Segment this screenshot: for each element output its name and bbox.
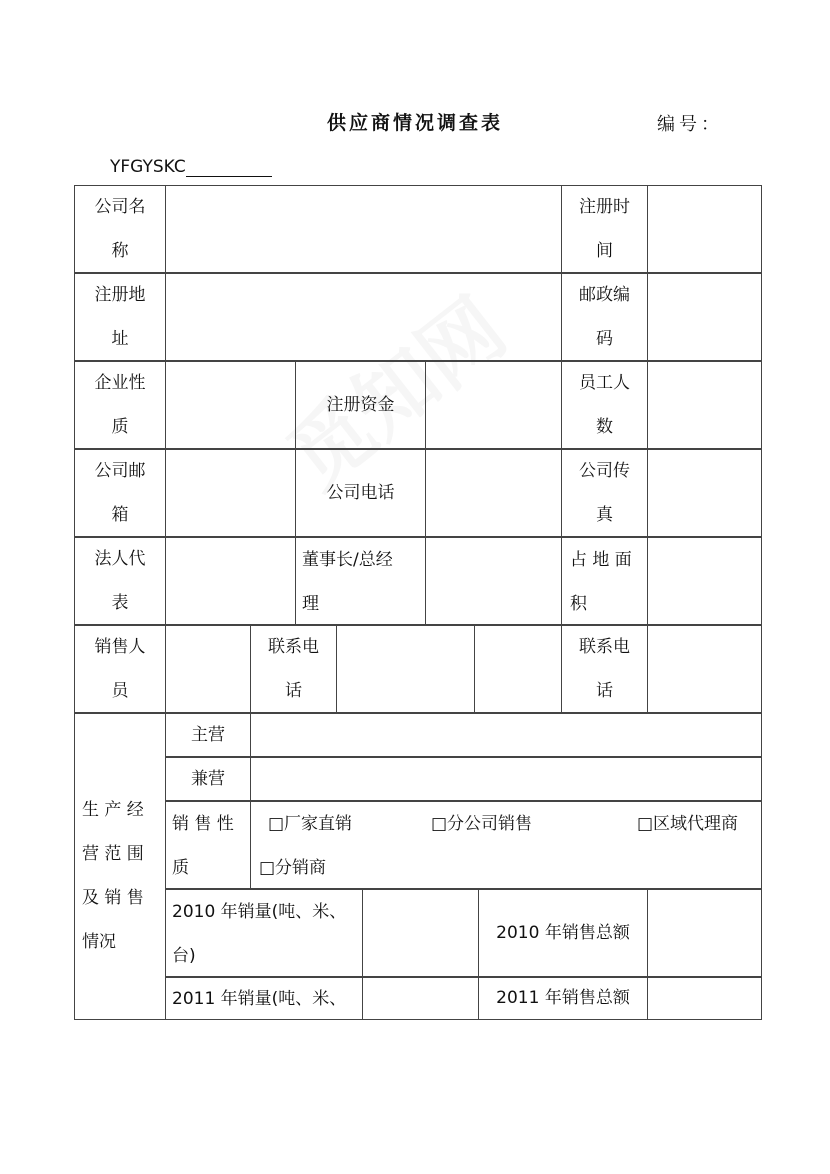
enterprise-nature-field[interactable] [165, 361, 296, 449]
total-2011-field[interactable] [647, 977, 762, 1020]
contact-phone-field-2[interactable] [647, 625, 762, 713]
legal-rep-field[interactable] [165, 537, 296, 625]
total-2011-label: 2011 年销售总额 [478, 977, 648, 1020]
volume-2010-label: 2010 年销量(吨、米、 台) [165, 889, 363, 977]
side-business-label: 兼营 [165, 757, 251, 801]
option-distributor[interactable]: □分销商 [259, 858, 327, 878]
main-business-field[interactable] [250, 713, 762, 757]
page-title: 供应商情况调查表 [326, 112, 503, 134]
floor-area-field[interactable] [647, 537, 762, 625]
reg-address-label: 注册地 址 [74, 273, 166, 361]
company-phone-label: 公司电话 [295, 449, 426, 537]
floor-area-label: 占 地 面 积 [561, 537, 648, 625]
reg-time-label: 注册时 间 [561, 185, 648, 273]
sales-person-field[interactable] [165, 625, 251, 713]
sales-nature-options [250, 801, 762, 889]
employee-count-label: 员工人 数 [561, 361, 648, 449]
postal-code-field[interactable] [647, 273, 762, 361]
contact-extra-field[interactable] [474, 625, 562, 713]
option-branch-sales[interactable]: □分公司销售 [431, 814, 533, 834]
company-email-label: 公司邮 箱 [74, 449, 166, 537]
employee-count-field[interactable] [647, 361, 762, 449]
contact-phone-field-1[interactable] [336, 625, 475, 713]
total-2010-field[interactable] [647, 889, 762, 977]
reg-capital-label: 注册资金 [295, 361, 426, 449]
postal-code-label: 邮政编 码 [561, 273, 648, 361]
side-business-field[interactable] [250, 757, 762, 801]
reg-capital-field[interactable] [425, 361, 562, 449]
company-fax-label: 公司传 真 [561, 449, 648, 537]
number-label: 编号： [657, 114, 723, 135]
reg-address-field[interactable] [165, 273, 562, 361]
volume-2011-field[interactable] [362, 977, 479, 1020]
enterprise-nature-label: 企业性 质 [74, 361, 166, 449]
volume-2011-label: 2011 年销量(吨、米、 [165, 977, 363, 1020]
scope-label: 生 产 经 营 范 围 及 销 售 情况 [74, 713, 166, 1020]
company-email-field[interactable] [165, 449, 296, 537]
form-code-text: YFGYSKC [110, 157, 186, 177]
contact-phone-label-2: 联系电 话 [561, 625, 648, 713]
company-name-label: 公司名 称 [74, 185, 166, 273]
reg-time-field[interactable] [647, 185, 762, 273]
main-business-label: 主营 [165, 713, 251, 757]
total-2010-label: 2010 年销售总额 [478, 889, 648, 977]
chairman-label: 董事长/总经 理 [295, 537, 426, 625]
company-name-field[interactable] [165, 185, 562, 273]
sales-nature-label: 销 售 性 质 [165, 801, 251, 889]
sales-person-label: 销售人 员 [74, 625, 166, 713]
contact-phone-label-1: 联系电 话 [250, 625, 337, 713]
company-phone-field[interactable] [425, 449, 562, 537]
volume-2010-field[interactable] [362, 889, 479, 977]
option-direct-sales[interactable]: □厂家直销 [268, 814, 353, 834]
legal-rep-label: 法人代 表 [74, 537, 166, 625]
option-regional-agent[interactable]: □区域代理商 [637, 814, 739, 834]
company-fax-field[interactable] [647, 449, 762, 537]
chairman-field[interactable] [425, 537, 562, 625]
